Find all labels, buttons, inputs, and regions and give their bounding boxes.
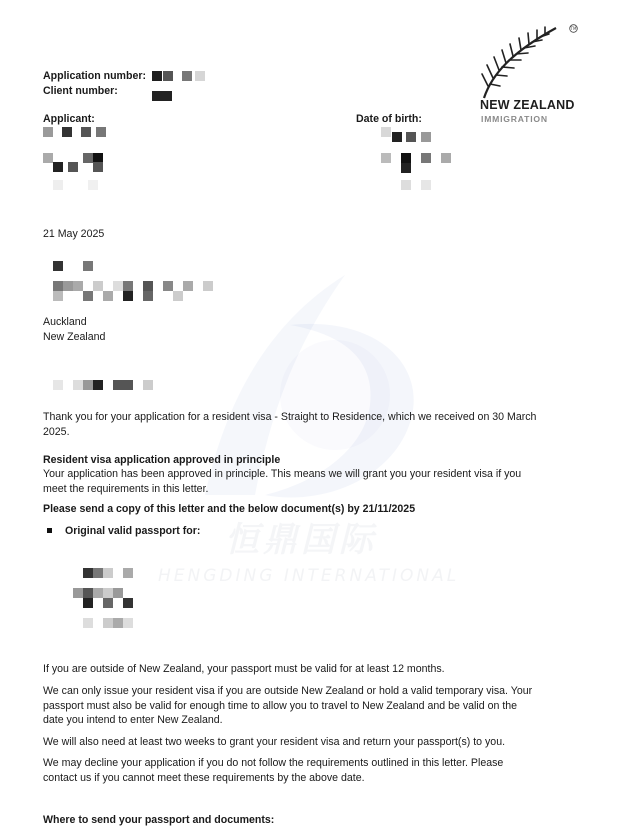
application-number-label: Application number: — [43, 70, 146, 82]
logo-name: NEW ZEALAND — [480, 98, 575, 112]
address-city: Auckland — [43, 316, 87, 328]
passport-bullet-item: Original valid passport for: — [65, 525, 201, 537]
address-country: New Zealand — [43, 331, 106, 343]
where-to-send-heading: Where to send your passport and documents: — [43, 814, 275, 826]
send-documents-heading: Please send a copy of this letter and the below document(s) by 21/11/2025 — [43, 503, 416, 515]
svg-text:TM: TM — [570, 26, 577, 32]
silver-fern-icon — [478, 24, 573, 100]
trademark-icon — [569, 24, 578, 33]
date-of-birth-label: Date of birth: — [356, 113, 422, 125]
outside-nz-paragraph: If you are outside of New Zealand, your passport must be valid for at least 12 months. — [43, 663, 445, 675]
approval-heading: Resident visa application approved in principle — [43, 454, 281, 466]
bullet-icon — [47, 528, 52, 533]
letter-date: 21 May 2025 — [43, 228, 105, 240]
client-number-label: Client number: — [43, 85, 118, 97]
watermark-chinese-text: 恒鼎国际 — [225, 520, 377, 560]
logo-subtitle: IMMIGRATION — [481, 114, 548, 124]
approval-paragraph: Your application has been approved in principle. This means we will grant you your resident visa if you meet the requirements in this letter. — [43, 468, 522, 495]
watermark-english-text: HENGDING INTERNATIONAL — [158, 566, 460, 586]
issue-condition-paragraph: We can only issue your resident visa if you are outside New Zealand or hold a valid temporary visa. Your passport must also be valid for enough time to allow you to travel to New Zealand and be valid on the date you intend to enter New Zealand. — [43, 685, 533, 726]
two-weeks-paragraph: We will also need at least two weeks to grant your resident visa and return your passport(s) to you. — [43, 736, 506, 748]
decline-paragraph: We may decline your application if you do not follow the requirements outlined in this letter. Please contact us if you cannot meet these requirements by the above date. — [43, 757, 504, 784]
intro-paragraph: Thank you for your application for a resident visa - Straight to Residence, which we received on 30 March 2025. — [43, 411, 537, 438]
applicant-label: Applicant: — [43, 113, 95, 125]
